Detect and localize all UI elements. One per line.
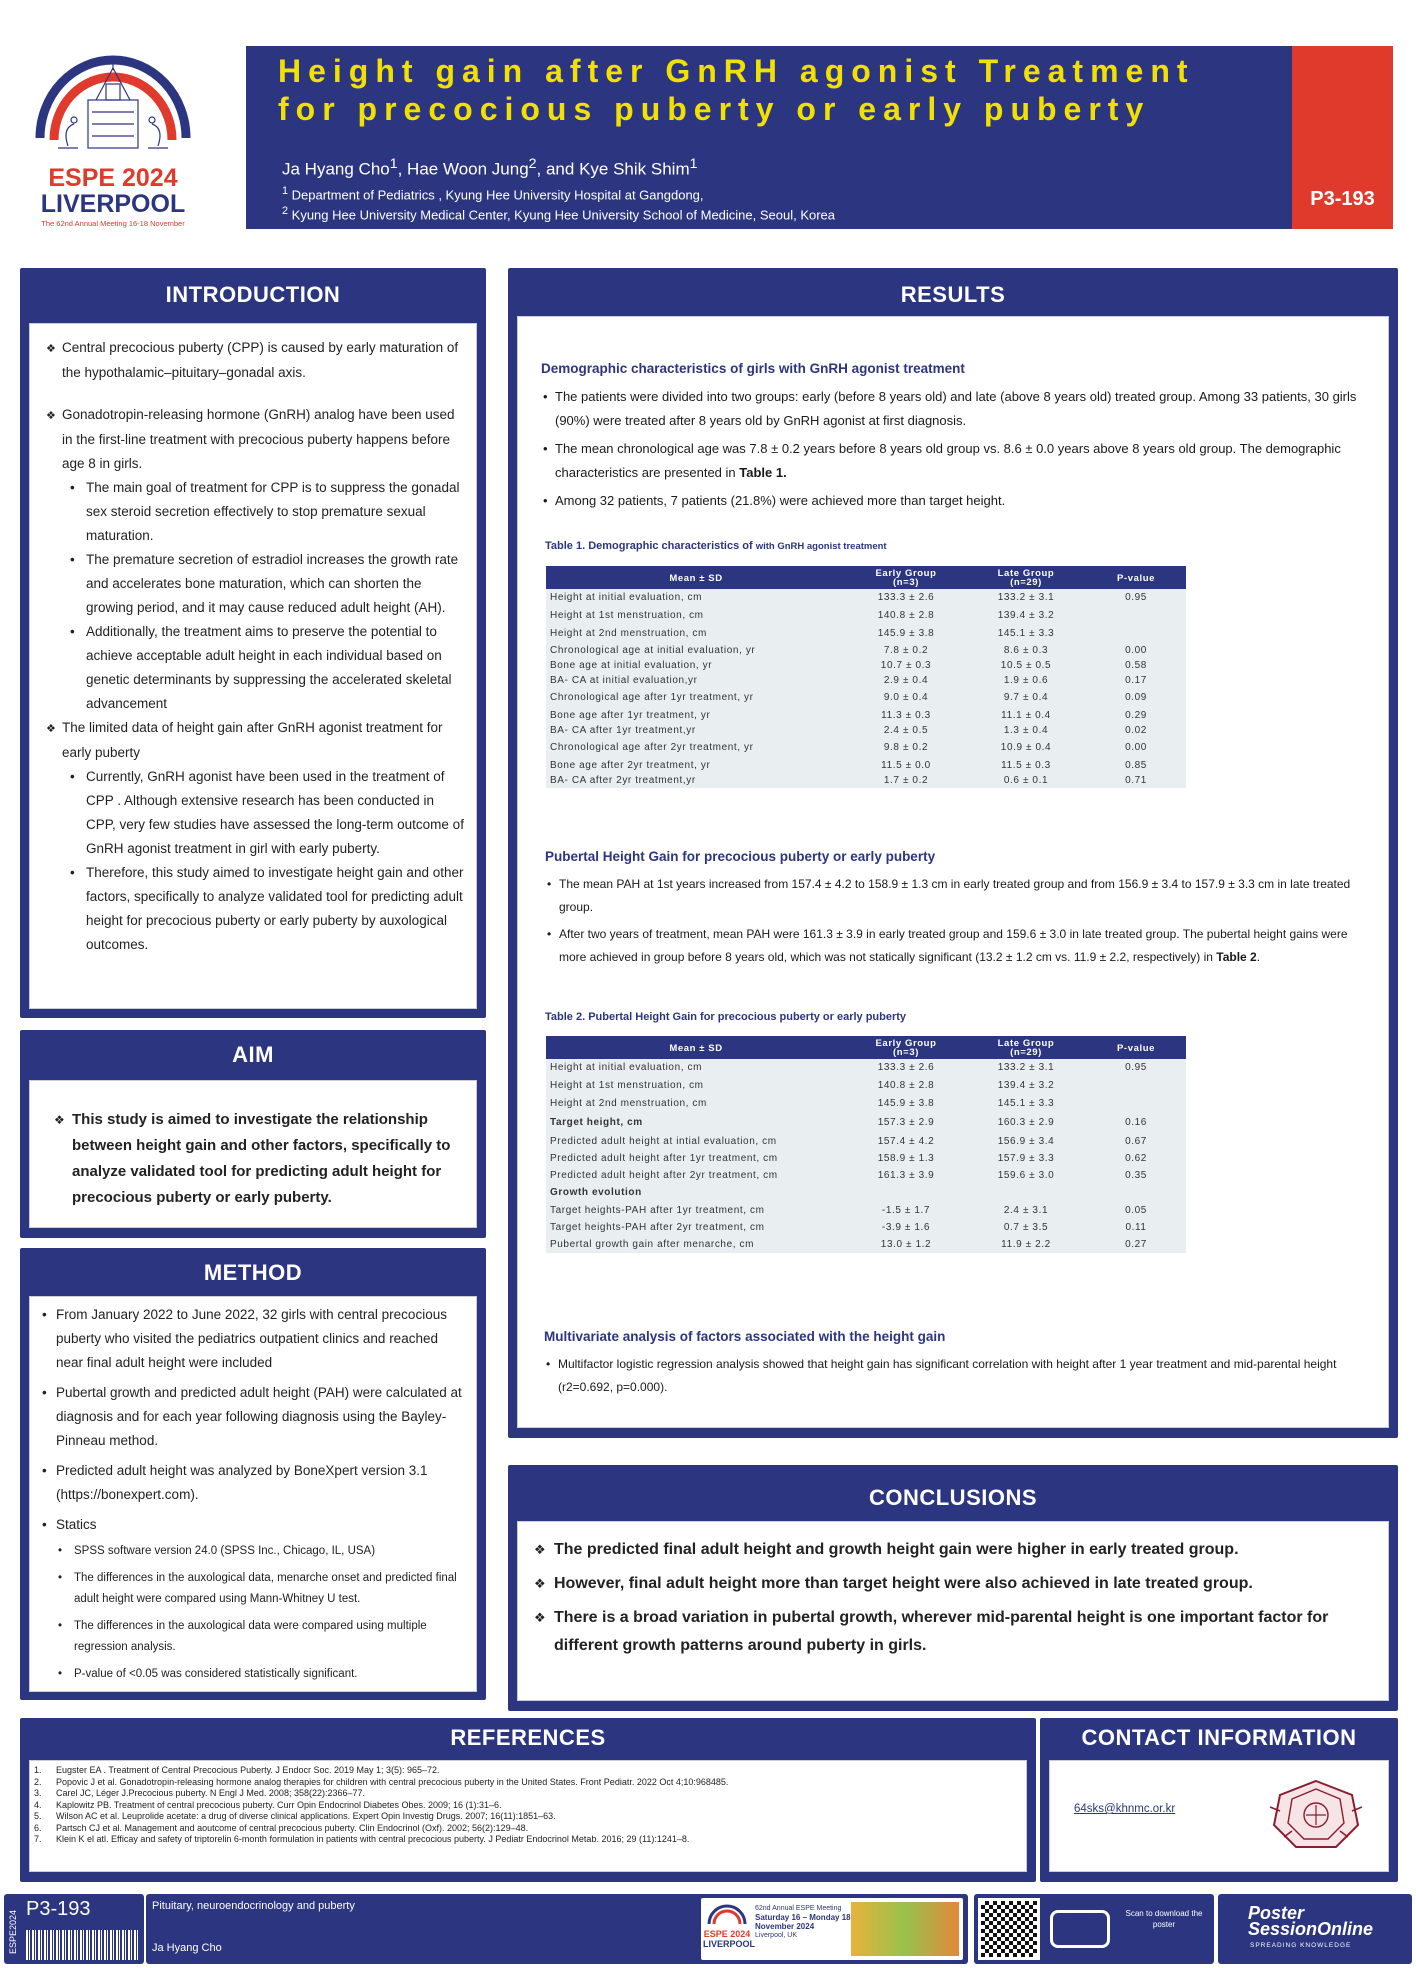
author-2: , Hae Woon Jung: [397, 159, 529, 179]
aff-text: Department of Pediatrics , Kyung Hee University Hospital at Gangdong,: [288, 186, 704, 202]
table-cell: 157.3 ± 2.9: [877, 1117, 935, 1128]
table-cell: Bone age after 2yr treatment, yr: [550, 759, 711, 771]
reference-number: 5.: [34, 1811, 42, 1821]
footer-id-box: [4, 1894, 144, 1964]
table-cell: 11.5 ± 0.0: [881, 759, 931, 771]
table-cell: [1086, 607, 1186, 625]
table-cell: BA- CA at initial evaluation,yr: [550, 674, 698, 686]
tablet-icon: [1050, 1910, 1110, 1948]
banner-logo-city: LIVERPOOL: [703, 1939, 756, 1949]
method-title: METHOD: [203, 1260, 303, 1285]
method-point: • Statics: [42, 1517, 97, 1532]
reference-number: 1.: [34, 1765, 42, 1775]
table-cell: 11.1 ± 0.4: [1001, 709, 1051, 721]
reference-item: [34, 1765, 1018, 1777]
method-text: Predicted adult height was analyzed by BoneXpert version 3.1 (https://bonexpert.com).: [56, 1463, 428, 1502]
table-header-cell: Late Group (n=29): [966, 1036, 1086, 1059]
sup: 2: [528, 156, 537, 172]
table-cell: 0.02: [1125, 724, 1147, 736]
stats-point: • P-value of <0.05 was considered statistically significant.: [48, 1664, 464, 1685]
table-cell: [846, 1184, 966, 1202]
banner-logo: [703, 1904, 756, 1949]
table-header-cell: Early Group (n=3): [846, 1036, 966, 1059]
reference-number: 7.: [34, 1834, 42, 1844]
results-heading: Multivariate analysis of factors associated with the height gain: [544, 1329, 946, 1344]
author-3: , and Kye Shik Shim: [536, 159, 690, 179]
pso-line2: SessionOnline: [1248, 1919, 1374, 1939]
intro-subpoint: • Therefore, this study aimed to investigate height gain and other factors, specifically to analyze validated tool for predicting adult height for precocious puberty or early puberty by auxological outcomes.: [42, 861, 466, 957]
table-cell: 133.3 ± 2.6: [877, 592, 935, 603]
pso-tagline: SPREADING KNOWLEDGE: [1250, 1942, 1352, 1949]
footer-author: Ja Hyang Cho: [152, 1942, 222, 1954]
title-line-1: Height gain after GnRH agonist Treatment: [278, 53, 1195, 89]
table-cell: -1.5 ± 1.7: [881, 1204, 931, 1216]
table-cell: 0.95: [1125, 1062, 1147, 1073]
table-row: [546, 589, 1186, 607]
reference-text: Carel JC, Léger J.Precocious puberty. N Engl J Med. 2008; 358(22):2366–77.: [56, 1788, 366, 1798]
table-cell: 0.71: [1125, 774, 1147, 786]
table-cell: Height at 1st menstruation, cm: [550, 610, 704, 621]
sup: 1: [389, 156, 398, 172]
table-cell: 0.05: [1125, 1204, 1147, 1216]
results-text: After two years of treatment, mean PAH were 161.3 ± 3.9 in early treated group and 159.6 ± 3.0 in late treated group. The pubertal height gains were more achieved in group before 8 years old, which was not statically significant (13.2 ± 1.2 cm vs. 11.9 ± 2.2, respectively) in: [559, 927, 1348, 964]
table-cell: Height at 1st menstruation, cm: [550, 1080, 704, 1091]
table-cell: 1.7 ± 0.2: [883, 774, 929, 786]
table-cell: 10.7 ± 0.3: [880, 659, 932, 671]
table-row: [546, 1219, 1186, 1236]
results-point: • The patients were divided into two groups: early (before 8 years old) and late (above 8 years old) treated group. Among 33 patients, 30 girls (90%) were treated after 8 years old by GnRH agonist at first diagnosis.: [541, 385, 1371, 433]
table-cell: 0.7 ± 3.5: [1003, 1221, 1049, 1233]
contact-email-link[interactable]: 64sks@khnmc.or.kr: [1074, 1803, 1176, 1815]
table-cell: Bone age at initial evaluation, yr: [550, 659, 713, 671]
table2: [546, 1036, 1186, 1253]
table-cell: 8.6 ± 0.3: [1003, 644, 1049, 656]
university-emblem-icon: [1266, 1777, 1366, 1856]
sup: 1: [282, 184, 289, 197]
logo-year: ESPE 2024: [48, 164, 178, 192]
banner-logo-year: ESPE 2024: [703, 1929, 751, 1939]
table-cell: Height at 2nd menstruation, cm: [550, 1098, 707, 1109]
table-row: [546, 708, 1186, 723]
table-cell: [1086, 1095, 1186, 1113]
table-cell: 161.3 ± 3.9: [877, 1169, 935, 1181]
results-point: • Among 32 patients, 7 patients (21.8%) were achieved more than target height.: [541, 489, 1371, 513]
results-panel: [508, 268, 1398, 1438]
poster-id: P3-193: [1310, 188, 1375, 210]
table-cell: 139.4 ± 3.2: [997, 610, 1055, 621]
table-cell: 11.3 ± 0.3: [881, 709, 931, 721]
table-row: [546, 1236, 1186, 1253]
table-cell: 9.7 ± 0.4: [1003, 692, 1049, 703]
banner-photo-icon: [851, 1902, 959, 1956]
table-cell: 1.3 ± 0.4: [1003, 724, 1049, 736]
table-cell: Chronological age after 2yr treatment, yr: [550, 742, 754, 753]
method-text: Statics: [56, 1517, 97, 1532]
conclusions-title: CONCLUSIONS: [868, 1485, 1038, 1510]
table-cell: 0.85: [1125, 759, 1147, 771]
introduction-title: INTRODUCTION: [165, 282, 341, 307]
references-panel: [20, 1718, 1036, 1882]
banner-meeting: 62nd Annual ESPE Meeting: [755, 1905, 842, 1912]
table-cell: 0.09: [1125, 692, 1147, 703]
table-cell: 145.9 ± 3.8: [877, 628, 935, 639]
reference-number: 3.: [34, 1788, 42, 1798]
method-point: • Pubertal growth and predicted adult height (PAH) were calculated at diagnosis and for each year following diagnosis using the Bayley-Pinneau method.: [42, 1385, 462, 1448]
table-cell: Height at initial evaluation, cm: [550, 592, 703, 603]
table-cell: Target heights-PAH after 2yr treatment, cm: [550, 1221, 765, 1233]
table-row: [546, 643, 1186, 658]
table-row: [546, 738, 1186, 758]
pso-line1: Poster: [1248, 1903, 1305, 1923]
table-cell: 11.5 ± 0.3: [1001, 759, 1051, 771]
results-heading: Pubertal Height Gain for precocious puberty or early puberty: [545, 849, 936, 864]
meeting-banner: [701, 1898, 963, 1960]
table-cell: Target heights-PAH after 1yr treatment, cm: [550, 1204, 765, 1216]
contact-panel: [1040, 1718, 1398, 1882]
footer: [0, 1890, 1416, 1968]
table-cell: 0.35: [1125, 1169, 1147, 1181]
results-text: The mean chronological age was 7.8 ± 0.2 years before 8 years old group vs. 8.6 ± 0.0 years above 8 years old group. The demographic characteristics are presented in: [555, 441, 1341, 480]
table-cell: Chronological age after 1yr treatment, yr: [550, 692, 754, 703]
aim-panel: [20, 1030, 486, 1238]
logo-meeting: The 62nd Annual Meeting 16-18 November: [41, 219, 185, 228]
poster-title: [278, 52, 1278, 128]
reference-item: [34, 1777, 1018, 1789]
table-cell: Pubertal growth gain after menarche, cm: [550, 1238, 755, 1250]
table-cell: 10.5 ± 0.5: [1000, 659, 1052, 671]
footer-poster-id: P3-193: [26, 1898, 91, 1920]
intro-subpoint: • Currently, GnRH agonist have been used in the treatment of CPP . Although extensive research has been conducted in CPP, very few studies have assessed the long-term outcome of GnRH agonist treatment in girl with early puberty.: [42, 765, 466, 861]
stats-point: • The differences in the auxological data were compared using multiple regression analysis.: [48, 1616, 464, 1658]
reference-number: 6.: [34, 1822, 42, 1833]
references-title: REFERENCES: [450, 1725, 606, 1750]
conclusions-body: [517, 1521, 1389, 1701]
table-ref: Table 1.: [739, 465, 787, 480]
table-cell: 0.17: [1125, 674, 1147, 686]
affiliation-1: [282, 183, 1082, 203]
table-cell: 0.67: [1125, 1135, 1147, 1147]
reference-text: Kaplowitz PB. Treatment of central precocious puberty. Curr Opin Endocrinol Diabetes Obes. 2009; 16 (1):31–6.: [56, 1799, 502, 1810]
footer-info-box: [146, 1894, 968, 1964]
results-heading: Demographic characteristics of girls with GnRH agonist treatment: [541, 361, 965, 376]
reference-text: Klein K el atl. Efficay and safety of triptorelin 6-month formulation in patients with central precocious puberty. J Pediatr Endocrinol Metab. 2016; 29 (11):1241–8.: [56, 1834, 690, 1844]
table-cell: 13.0 ± 1.2: [880, 1238, 932, 1250]
table-cell: 159.6 ± 3.0: [997, 1169, 1055, 1181]
banner-city: Liverpool, UK: [755, 1932, 798, 1939]
contact-body: [1049, 1760, 1389, 1872]
table-cell: 145.1 ± 3.3: [997, 1098, 1055, 1109]
table-cell: Predicted adult height after 1yr treatment, cm: [550, 1152, 778, 1164]
table-cell: Height at 2nd menstruation, cm: [550, 628, 707, 639]
table-row: [546, 1059, 1186, 1077]
table2-caption: Table 2. Pubertal Height Gain for precocious puberty or early puberty: [545, 1011, 907, 1023]
table-row: [546, 688, 1186, 708]
method-text: From January 2022 to June 2022, 32 girls with central precocious puberty who visited the pediatrics outpatient clinics and reached near final adult height were included: [56, 1307, 447, 1370]
table-cell: 0.58: [1125, 659, 1147, 671]
stats-point: • SPSS software version 24.0 (SPSS Inc., Chicago, IL, USA): [48, 1541, 464, 1562]
table-cell: 0.29: [1125, 709, 1147, 721]
table-cell: BA- CA after 1yr treatment,yr: [550, 724, 696, 736]
table-cell: 133.2 ± 3.1: [997, 1062, 1055, 1073]
intro-point: ❖ Central precocious puberty (CPP) is caused by early maturation of the hypothalamic–pituitary–gonadal axis.: [42, 336, 466, 385]
table-cell: 140.8 ± 2.8: [877, 610, 935, 621]
introduction-panel: [20, 268, 486, 1018]
method-body: [29, 1296, 477, 1692]
footer-category: Pituitary, neuroendocrinology and puberty: [152, 1900, 355, 1912]
table-row: [546, 1133, 1186, 1150]
table-row: [546, 625, 1186, 643]
method-text: Pubertal growth and predicted adult height (PAH) were calculated at diagnosis and for each year following diagnosis using the Bayley-Pinneau method.: [56, 1385, 462, 1448]
table-cell: 0.16: [1125, 1117, 1147, 1128]
table-cell: [1086, 1077, 1186, 1095]
table-row: [546, 1150, 1186, 1167]
table-cell: 139.4 ± 3.2: [997, 1080, 1055, 1091]
results-text: .: [1256, 950, 1261, 964]
table-row: [546, 658, 1186, 673]
table-cell: Predicted adult height after 2yr treatment, cm: [550, 1169, 778, 1181]
reference-number: 2.: [34, 1776, 42, 1787]
table-cell: 7.8 ± 0.2: [883, 644, 929, 656]
conclusion-point: ❖ There is a broad variation in pubertal growth, wherever mid-parental height is one important factor for different growth patterns around puberty in girls.: [530, 1604, 1368, 1660]
logo-city: LIVERPOOL: [40, 190, 186, 218]
table-cell: 158.9 ± 1.3: [877, 1152, 935, 1164]
table-cell: 10.9 ± 0.4: [1000, 742, 1052, 753]
reference-item: [34, 1788, 1018, 1800]
sup: 2: [282, 204, 289, 217]
table-cell: 2.9 ± 0.4: [883, 674, 929, 686]
table-cell: 157.9 ± 3.3: [997, 1152, 1055, 1164]
table-header-cell: Late Group (n=29): [966, 566, 1086, 589]
aim-text-content: This study is aimed to investigate the relationship between height gain and other factors, specifically to analyze validated tool for predicting adult height for precocious puberty or early puberty.: [72, 1111, 451, 1206]
author-1: Ja Hyang Cho: [282, 159, 390, 179]
reference-text: Wilson AC et al. Leuprolide acetate: a drug of diverse clinical applications. Expert Opin Investig Drugs. 2007; 16(11):1851–63.: [56, 1811, 556, 1821]
method-panel: [20, 1248, 486, 1700]
banner-dates: Saturday 16 – Monday 18: [755, 1913, 851, 1922]
barcode-icon: [26, 1930, 138, 1960]
table-cell: 156.9 ± 3.4: [997, 1135, 1055, 1147]
sup: 1: [689, 156, 698, 172]
table-cell: 133.3 ± 2.6: [877, 1062, 935, 1073]
table-cell: 9.8 ± 0.2: [883, 742, 929, 753]
table-header-cell: P-value: [1086, 566, 1186, 589]
conclusion-point: ❖ However, final adult height more than target height were also achieved in late treated group.: [530, 1570, 1368, 1598]
stats-point: • The differences in the auxological data, menarche onset and predicted final adult height were compared using Mann-Whitney U test.: [48, 1568, 464, 1610]
table-header-cell: Mean ± SD: [546, 566, 846, 589]
table-cell: 160.3 ± 2.9: [997, 1117, 1055, 1128]
table-row: [546, 723, 1186, 738]
table-cell: 2.4 ± 0.5: [883, 724, 929, 736]
footer-side-label: ESPE2024: [8, 1909, 18, 1954]
table-ref: Table 2: [1216, 950, 1257, 964]
table-cell: 157.4 ± 4.2: [877, 1135, 935, 1147]
banner-text: [755, 1904, 851, 1940]
intro-point: ❖ Gonadotropin-releasing hormone (GnRH) analog have been used in the first-line treatment with precocious puberty happens before age 8 in girls.: [42, 403, 466, 476]
espe-logo: [18, 28, 208, 233]
method-point: • From January 2022 to June 2022, 32 girls with central precocious puberty who visited the pediatrics outpatient clinics and reached near final adult height were included: [42, 1307, 447, 1370]
table-row: [546, 758, 1186, 773]
table1-caption: [545, 540, 887, 552]
table-cell: 145.9 ± 3.8: [877, 1098, 935, 1109]
intro-subpoint: • The premature secretion of estradiol increases the growth rate and accelerates bone maturation, which can shorten the growing period, and it may cause reduced adult height (AH).: [42, 548, 466, 620]
author-list: [282, 155, 1082, 179]
table-cell: 0.11: [1125, 1221, 1147, 1233]
table-cell: 11.9 ± 2.2: [1001, 1238, 1051, 1250]
reference-item: [34, 1800, 1018, 1812]
results-body: [517, 316, 1389, 1428]
reference-text: Partsch CJ et al. Management and aoutcome of central precocious puberty. Clin Endocrinol (Oxf). 2002; 56(2):129–48.: [56, 1822, 529, 1833]
conclusion-point: ❖ The predicted final adult height and growth height gain were higher in early treated group.: [530, 1536, 1368, 1564]
table-cell: [1086, 1184, 1186, 1202]
results-point: [545, 923, 1375, 969]
table-row: [546, 773, 1186, 788]
table-cell: 9.0 ± 0.4: [883, 692, 929, 703]
table-cell: [966, 1184, 1086, 1202]
caption-text: Table 1. Demographic characteristics of: [545, 540, 756, 552]
table-cell: 145.1 ± 3.3: [997, 628, 1055, 639]
intro-point: ❖ The limited data of height gain after GnRH agonist treatment for early puberty: [42, 716, 466, 765]
table-cell: Predicted adult height at intial evaluation, cm: [550, 1135, 777, 1147]
poster-session-online-logo: [1218, 1894, 1412, 1964]
aim-text: ❖ This study is aimed to investigate the relationship between height gain and other factors, specifically to analyze validated tool for predicting adult height for precocious puberty or early puberty.: [54, 1111, 451, 1206]
banner-arch-icon: [703, 1904, 751, 1924]
scan-text: Scan to download the poster: [1125, 1909, 1203, 1929]
title-line-2: for precocious puberty or early puberty: [278, 91, 1151, 127]
caption-text: with GnRH agonist treatment: [755, 541, 887, 552]
table-cell: Target height, cm: [550, 1117, 643, 1128]
table-row: [546, 1077, 1186, 1095]
results-point: [541, 437, 1371, 485]
results-title: RESULTS: [900, 282, 1006, 307]
affiliation-2: [282, 203, 1082, 223]
table-cell: 2.4 ± 3.1: [1003, 1204, 1049, 1216]
table-cell: BA- CA after 2yr treatment,yr: [550, 774, 696, 786]
authors-block: [282, 155, 1082, 223]
table-cell: 133.2 ± 3.1: [997, 592, 1055, 603]
intro-subpoint: • Additionally, the treatment aims to preserve the potential to achieve acceptable adult height in each individual based on genetic determinants by suppressing the accelerated skeletal advancement: [42, 620, 466, 716]
table-cell: Height at initial evaluation, cm: [550, 1062, 703, 1073]
table-header-cell: P-value: [1086, 1036, 1186, 1059]
table-cell: 140.8 ± 2.8: [877, 1080, 935, 1091]
table-cell: Chronological age at initial evaluation, yr: [550, 644, 756, 656]
table-row: [546, 1095, 1186, 1113]
intro-subpoint: • The main goal of treatment for CPP is to suppress the gonadal sex steroid secretion effectively to stop premature sexual maturation.: [42, 476, 466, 548]
table-cell: Bone age after 1yr treatment, yr: [550, 709, 711, 721]
table-cell: [1086, 625, 1186, 643]
aim-title: AIM: [232, 1042, 274, 1067]
reference-text: Popovic J et al. Gonadotropin-releasing hormone analog therapies for children with central precocious puberty in the United States. Front Pediatr. 2022 Oct 4;10:968485.: [56, 1776, 729, 1787]
aim-body: [29, 1080, 477, 1228]
table-cell: Growth evolution: [550, 1187, 642, 1198]
contact-title: CONTACT INFORMATION: [1081, 1725, 1357, 1750]
table-cell: 0.62: [1125, 1152, 1147, 1164]
banner-month: November 2024: [755, 1922, 815, 1931]
table-row: [546, 1167, 1186, 1184]
table-cell: 1.9 ± 0.6: [1003, 674, 1049, 686]
references-body: [29, 1760, 1027, 1872]
table-cell: -3.9 ± 1.6: [881, 1221, 931, 1233]
table-row: [546, 607, 1186, 625]
table-cell: 0.95: [1125, 592, 1147, 603]
table-header-cell: Early Group (n=3): [846, 566, 966, 589]
table1: [546, 566, 1186, 788]
reference-text: Eugster EA . Treatment of Central Precocious Puberty. J Endocr Soc. 2019 May 1; 3(5): 965–72.: [56, 1765, 440, 1775]
reference-item: [34, 1823, 1018, 1835]
table-cell: 0.00: [1125, 644, 1147, 656]
introduction-body: [29, 323, 477, 1009]
reference-item: [34, 1811, 1018, 1823]
results-point: • The mean PAH at 1st years increased from 157.4 ± 4.2 to 158.9 ± 1.3 cm in early treated group and from 156.9 ± 3.4 to 157.9 ± 3.3 cm in late treated group.: [545, 873, 1375, 919]
method-point: • Predicted adult height was analyzed by BoneXpert version 3.1 (https://bonexpert.com).: [42, 1463, 428, 1502]
qr-download-box[interactable]: [974, 1894, 1214, 1964]
results-point: • Multifactor logistic regression analysis showed that height gain has significant correlation with height after 1 year treatment and mid-parental height (r2=0.692, p=0.000).: [544, 1353, 1374, 1399]
reference-item: [34, 1834, 1018, 1846]
table-cell: 0.00: [1125, 742, 1147, 753]
aff-text: Kyung Hee University Medical Center, Kyung Hee University School of Medicine, Seoul, Korea: [288, 207, 836, 223]
conclusions-panel: [508, 1465, 1398, 1711]
table-header-cell: Mean ± SD: [546, 1036, 846, 1059]
table-row: [546, 673, 1186, 688]
table-cell: 0.27: [1125, 1238, 1147, 1250]
table-cell: 0.6 ± 0.1: [1003, 774, 1049, 786]
qr-code-icon[interactable]: [978, 1898, 1040, 1960]
table-row: [546, 1184, 1186, 1202]
table-row: [546, 1113, 1186, 1133]
table-row: [546, 1202, 1186, 1219]
reference-number: 4.: [34, 1799, 42, 1810]
